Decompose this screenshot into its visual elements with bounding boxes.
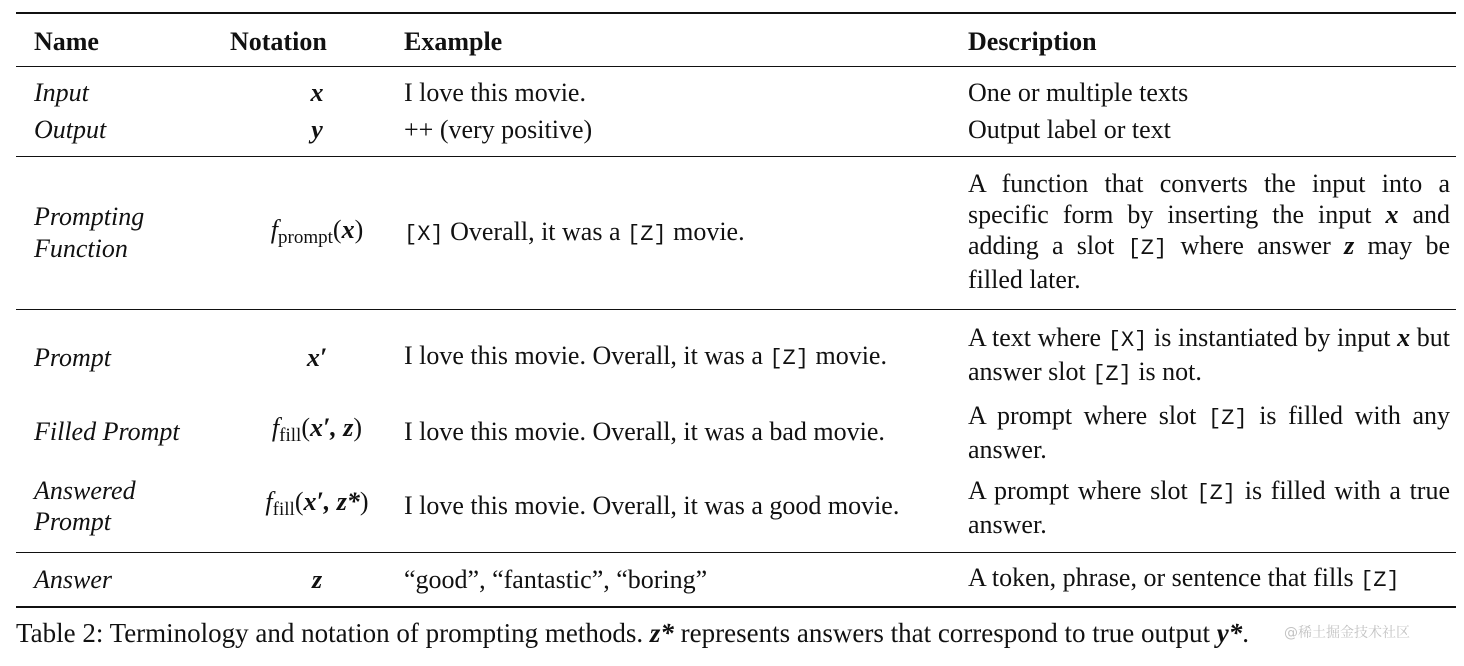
slot-z: [Z]	[1196, 481, 1237, 506]
row-example	[404, 157, 968, 310]
desc-text: A text where	[968, 323, 1108, 352]
notation-sub: fill	[272, 499, 295, 520]
row-name-line1: Answered	[34, 475, 136, 505]
desc-var: z	[1344, 231, 1355, 260]
row-description	[968, 469, 1456, 553]
desc-text: A prompt where slot	[968, 401, 1208, 430]
notation-sub: fill	[279, 425, 302, 446]
desc-text: is filled with a true answer.	[968, 476, 1450, 539]
row-notation: $f_{fill}(x'$, z)	[271, 413, 363, 446]
row-description: One or multiple texts	[968, 78, 1189, 108]
desc-text: A prompt where slot	[968, 476, 1197, 505]
header-notation: Notation	[230, 27, 327, 56]
desc-text: but answer slot	[968, 323, 1450, 386]
row-name-line2: Function	[34, 234, 128, 263]
notation-var: z	[311, 564, 323, 594]
slot-z: [Z]	[1092, 362, 1132, 387]
notation-var: x	[310, 78, 324, 108]
header-name: Name	[34, 27, 99, 56]
slot-z: [Z]	[769, 346, 809, 371]
example-end: movie.	[666, 217, 745, 246]
notation-fn: f	[265, 487, 273, 516]
caption-var: z*	[649, 618, 674, 648]
example-mid: Overall, it was a	[443, 217, 627, 246]
row-name: Input	[34, 78, 89, 108]
slot-z: [Z]	[627, 222, 667, 247]
desc-text: is instantiated by input	[1147, 323, 1398, 352]
example-text: movie.	[808, 341, 887, 370]
slot-z: [Z]	[1127, 236, 1168, 261]
row-example: I love this movie. Overall, it was a bad movie.	[404, 417, 885, 446]
row-notation: $f_{prompt}(x)$	[270, 214, 364, 248]
row-example: “good”, “fantastic”, “boring”	[404, 564, 708, 594]
table-header	[16, 13, 1456, 67]
row-name-line1: Prompting	[34, 202, 145, 231]
table-row	[16, 469, 1456, 553]
header-row	[16, 13, 1456, 67]
group-prompting-function	[16, 157, 1456, 310]
desc-text: is filled with any answer.	[968, 401, 1450, 464]
group-io	[16, 67, 1456, 157]
notation-fn: f	[271, 413, 280, 442]
desc-var: x	[1385, 200, 1399, 229]
row-description	[968, 553, 1456, 607]
row-example: ++ (very positive)	[404, 114, 593, 144]
row-name-line2: Prompt	[34, 506, 112, 536]
caption-text: Table 2: Terminology and notation of prompting methods.	[16, 618, 650, 648]
desc-var: x	[1397, 323, 1411, 352]
caption-text: .	[1242, 618, 1249, 648]
notation-var: y	[311, 114, 323, 144]
desc-text: may be filled later.	[968, 231, 1450, 294]
row-name: Answer	[34, 564, 112, 594]
row-notation: $f_{fill}(x'$, z*)	[265, 487, 369, 520]
slot-z: [Z]	[1360, 568, 1400, 594]
table-row	[16, 553, 1456, 607]
group-prompts	[16, 310, 1456, 553]
row-description	[968, 394, 1456, 469]
group-answer	[16, 553, 1456, 607]
row-notation	[230, 111, 404, 157]
desc-text: A function that converts the input into a specific form by inserting the input	[968, 169, 1450, 229]
notation-arg: x	[341, 214, 355, 244]
row-name: Filled Prompt	[34, 417, 180, 446]
row-notation	[230, 67, 404, 111]
row-name: Prompt	[34, 342, 112, 372]
table-row	[16, 67, 1456, 111]
row-description	[968, 157, 1456, 310]
notation-sub: prompt	[278, 226, 333, 248]
table-row	[16, 394, 1456, 469]
header-description: Description	[968, 27, 1097, 56]
table-row	[16, 310, 1456, 395]
slot-x: [X]	[404, 222, 444, 247]
caption-var: y*	[1216, 618, 1243, 648]
row-notation	[230, 310, 404, 395]
notation-arg: x′, z*	[303, 487, 360, 516]
notation-fn: f	[270, 214, 278, 244]
watermark: @稀土掘金技术社区	[1284, 625, 1410, 641]
slot-x: [X]	[1107, 328, 1148, 353]
row-notation	[230, 553, 404, 607]
table-row	[16, 157, 1456, 310]
notation-var: x′	[306, 342, 328, 372]
example-text: I love this movie. Overall, it was a	[404, 341, 770, 370]
desc-text: A token, phrase, or sentence that fills	[968, 563, 1361, 593]
row-description: Output label or text	[968, 114, 1171, 144]
desc-text: is not.	[1131, 357, 1202, 386]
row-name: Output	[34, 114, 107, 144]
header-example: Example	[404, 27, 503, 56]
row-example	[404, 310, 968, 395]
caption-text: represents answers that correspond to true output	[673, 618, 1217, 648]
table-caption	[16, 616, 1456, 650]
slot-z: [Z]	[1207, 406, 1248, 431]
row-name	[16, 469, 230, 553]
row-example: I love this movie.	[404, 78, 586, 108]
desc-text: and adding a slot	[968, 200, 1450, 260]
row-example: I love this movie. Overall, it was a good movie.	[404, 491, 900, 520]
terminology-table	[16, 12, 1456, 608]
row-description	[968, 310, 1456, 395]
table-row	[16, 111, 1456, 157]
desc-text: where answer	[1167, 231, 1345, 260]
row-name	[16, 157, 230, 310]
notation-arg: x′, z	[309, 413, 354, 442]
